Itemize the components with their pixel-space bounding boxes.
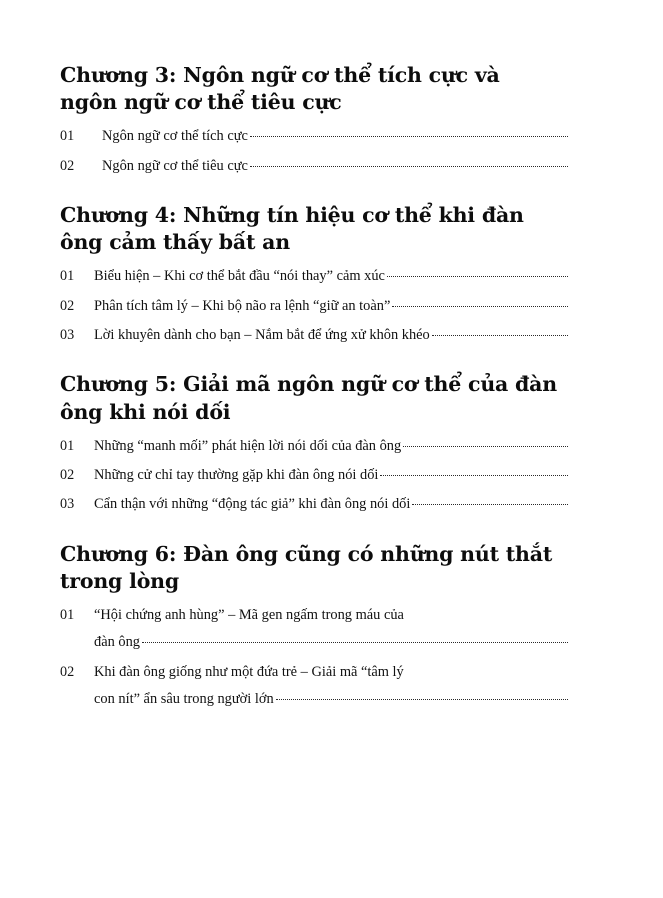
dot-leader [412, 503, 568, 505]
dot-leader [142, 641, 568, 643]
entry-body [94, 266, 568, 286]
dot-leader [380, 474, 568, 476]
entry-text: “Hội chứng anh hùng” – Mã gen ngấm trong máu của [94, 607, 404, 623]
dot-leader [392, 305, 568, 307]
entry-body [94, 296, 568, 316]
toc-entry[interactable] [60, 325, 568, 345]
entry-text: Khi đàn ông giống như một đứa trẻ – Giải mã “tâm lý [94, 663, 404, 680]
toc-entry[interactable] [60, 662, 568, 710]
entry-text: Những “manh mối” phát hiện lời nói dối của đàn ông [94, 437, 402, 454]
toc-entry[interactable] [60, 156, 568, 176]
toc-entry[interactable] [60, 436, 568, 456]
entry-text-continued: đàn ông [94, 634, 140, 651]
entry-number: 03 [60, 496, 75, 513]
chapter-title: Chương 3: Ngôn ngữ cơ thể tích cực và ngôn ngữ cơ thể tiêu cực [60, 63, 500, 115]
chapter-title: Chương 4: Những tín hiệu cơ thể khi đàn ông cảm thấy bất an [60, 203, 524, 255]
toc-entry[interactable] [60, 266, 568, 286]
entry-body [102, 156, 568, 176]
entry-body [102, 126, 568, 146]
chapter-block [60, 371, 568, 514]
entry-body [94, 662, 568, 710]
entry-number: 02 [60, 467, 75, 483]
entry-number: 01 [60, 437, 75, 454]
entry-text: Biểu hiện – Khi cơ thể bắt đầu “nói thay” cảm xúc [94, 268, 385, 285]
chapter-entries [60, 266, 568, 345]
entry-body [94, 465, 568, 485]
dot-leader [387, 275, 568, 277]
entry-body [94, 494, 568, 514]
dot-leader [276, 698, 568, 700]
dot-leader [250, 165, 568, 167]
chapter-block [60, 541, 568, 710]
chapter-block [60, 202, 568, 345]
chapter-title: Chương 5: Giải mã ngôn ngữ cơ thể của đàn ông khi nói dối [60, 372, 557, 424]
entry-text-continued: con nít” ẩn sâu trong người lớn [94, 691, 274, 708]
toc-entry[interactable] [60, 494, 568, 514]
entry-body [94, 605, 568, 653]
entry-text: Phân tích tâm lý – Khi bộ não ra lệnh “giữ an toàn” [94, 297, 391, 314]
chapter-entries [60, 436, 568, 515]
chapter-entries [60, 126, 568, 176]
entry-body [94, 436, 568, 456]
toc-entry[interactable] [60, 296, 568, 316]
dot-leader [432, 334, 568, 336]
entry-number: 03 [60, 327, 75, 343]
entry-number: 01 [60, 607, 75, 623]
entry-number: 02 [60, 663, 75, 680]
entry-text: Ngôn ngữ cơ thể tích cực [102, 128, 248, 145]
entry-number: 02 [60, 297, 75, 314]
entry-text: Ngôn ngữ cơ thể tiêu cực [102, 157, 248, 174]
entry-number: 02 [60, 157, 75, 174]
chapter-title: Chương 6: Đàn ông cũng có những nút thắt trong lòng [60, 541, 553, 593]
entry-number: 01 [60, 268, 75, 285]
dot-leader [403, 445, 568, 447]
dot-leader [250, 135, 568, 137]
entry-text: Cẩn thận với những “động tác giả” khi đàn ông nói dối [94, 496, 411, 513]
entry-text: Lời khuyên dành cho bạn – Nắm bắt để ứng xử khôn khéo [94, 327, 430, 343]
entry-number: 01 [60, 128, 75, 145]
toc-entry[interactable] [60, 465, 568, 485]
toc-entry[interactable] [60, 126, 568, 146]
toc-entry[interactable] [60, 605, 568, 653]
chapter-block [60, 62, 568, 176]
entry-text: Những cử chỉ tay thường gặp khi đàn ông nói dối [94, 467, 379, 483]
entry-body [94, 325, 568, 345]
chapter-entries [60, 605, 568, 710]
